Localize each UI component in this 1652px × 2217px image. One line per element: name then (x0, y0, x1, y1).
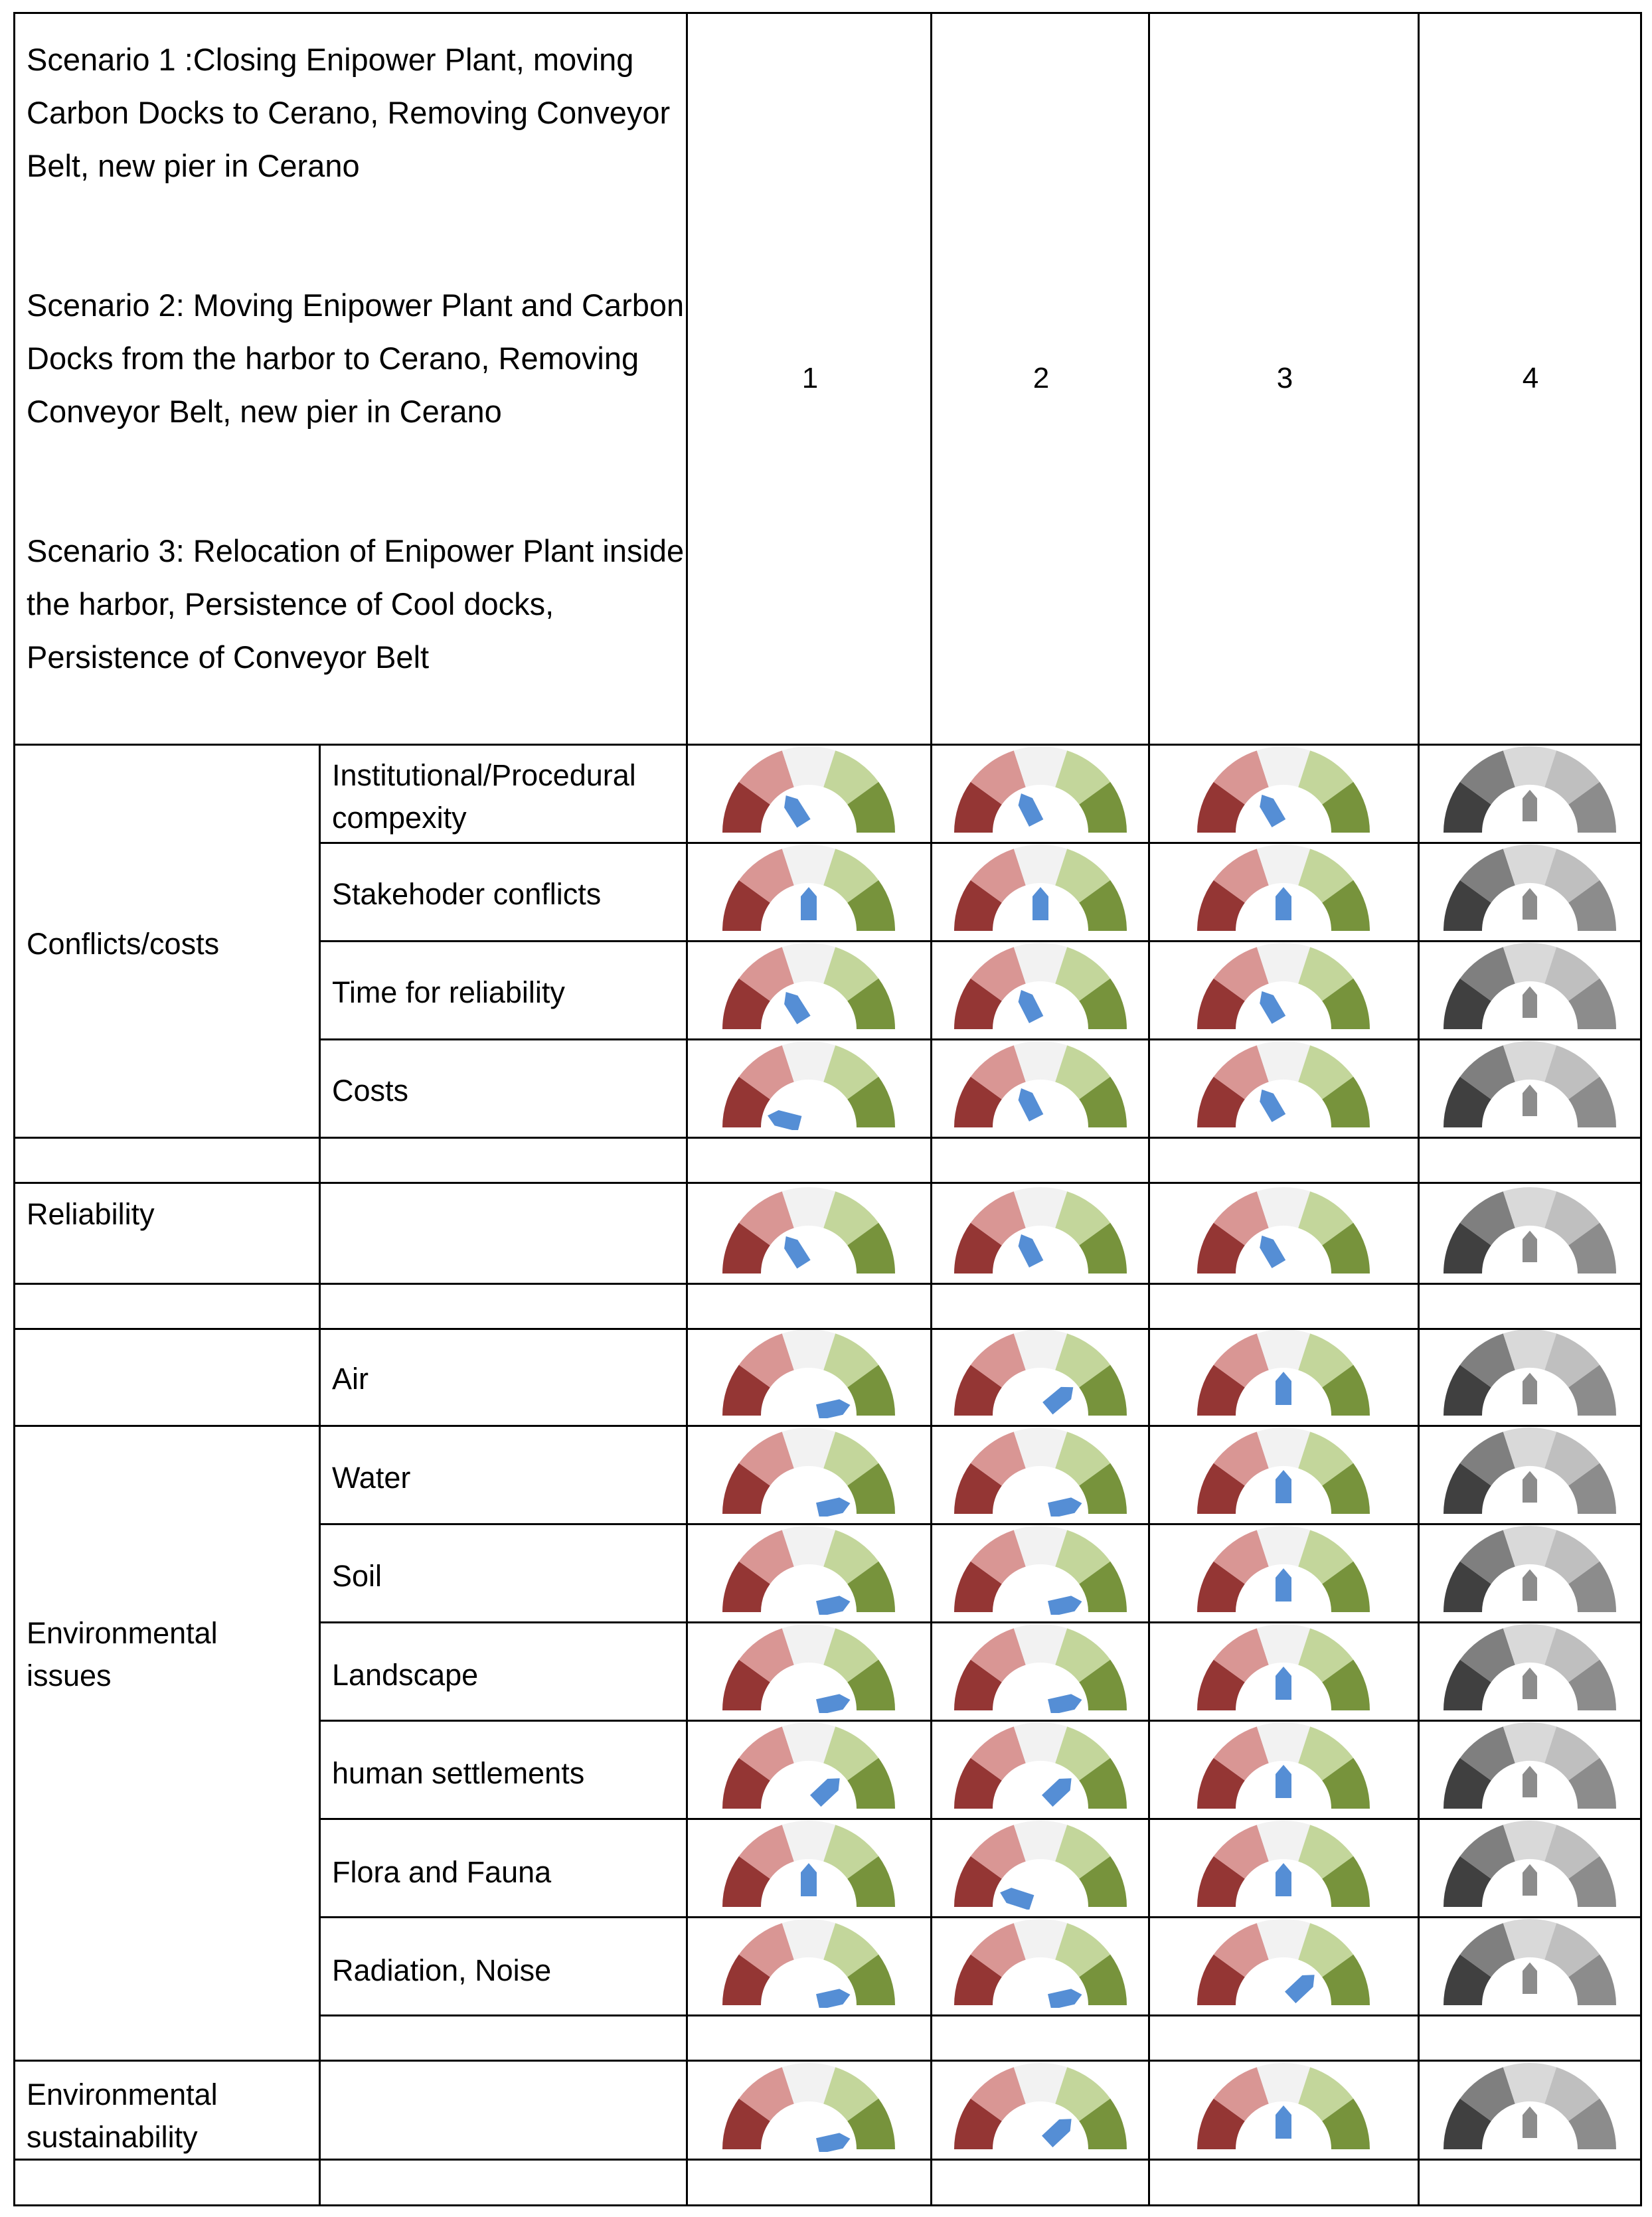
gauge-needle (816, 1495, 852, 1517)
scenario-1-description: Scenario 1 :Closing Enipower Plant, moving Carbon Docks to Cerano, Removing Conveyor Belt, new pier in Cerano (27, 42, 671, 183)
gauge-needle (766, 1108, 801, 1130)
rating-gauge-flora-4 (1440, 1815, 1619, 1910)
rating-gauge-air-4 (1440, 1324, 1619, 1418)
gauge-needle (1522, 2105, 1538, 2139)
criterion-radiation-noise: Radiation, Noise (332, 1953, 552, 1987)
rating-gauge-human-4 (1440, 1717, 1619, 1811)
rating-gauge-time-1 (719, 938, 898, 1032)
gauge-needle (1522, 1372, 1538, 1405)
group-environmental-issues: Environmental issues (27, 1616, 218, 1692)
rating-gauge-institutional-2 (951, 741, 1130, 835)
gauge-needle (1522, 1863, 1538, 1896)
gauge-needle (1276, 887, 1291, 920)
rating-gauge-time-4 (1440, 938, 1619, 1032)
criterion-air: Air (332, 1362, 369, 1396)
rating-gauge-soil-2 (951, 1520, 1130, 1615)
criterion-stakeholder: Stakehoder conflicts (332, 877, 602, 911)
column-header-3: 3 (1276, 362, 1293, 394)
gauge-needle (1276, 1470, 1291, 1503)
table-row-border (13, 1283, 1642, 1285)
gauge-needle (1255, 987, 1285, 1024)
table-row-border (319, 1818, 1642, 1820)
gauge-needle (1276, 1863, 1291, 1896)
gauge-needle (780, 1232, 811, 1269)
table-column-border (1640, 12, 1642, 2206)
gauge-needle (1285, 1969, 1320, 2003)
gauge-needle (780, 988, 811, 1025)
gauge-needle (810, 1772, 845, 1807)
rating-gauge-costs-2 (951, 1036, 1130, 1130)
rating-gauge-institutional-4 (1440, 741, 1619, 835)
gauge-needle (1255, 1086, 1285, 1122)
rating-gauge-soil-3 (1194, 1520, 1373, 1615)
table-column-border (686, 12, 688, 2206)
rating-gauge-sustainability-2 (951, 2058, 1130, 2152)
criterion-institutional: Institutional/Procedural compexity (332, 758, 636, 835)
rating-gauge-institutional-3 (1194, 741, 1373, 835)
rating-gauge-radiation-2 (951, 1914, 1130, 2008)
gauge-needle (1042, 1381, 1078, 1414)
column-header-2: 2 (1032, 362, 1050, 394)
gauge-needle (1014, 987, 1043, 1023)
gauge-needle (1048, 1692, 1084, 1713)
gauge-needle (1522, 1765, 1538, 1798)
rating-gauge-reliability-3 (1194, 1182, 1373, 1276)
rating-gauge-landscape-1 (719, 1619, 898, 1713)
gauge-needle (1048, 1594, 1084, 1615)
table-row-border (319, 1523, 1642, 1525)
criterion-human-settlements: human settlements (332, 1756, 585, 1790)
gauge-needle (1014, 1231, 1043, 1268)
gauge-needle (1276, 2105, 1291, 2139)
gauge-needle (1276, 1667, 1291, 1700)
gauge-needle (1032, 887, 1048, 920)
table-row-border (13, 1182, 1642, 1184)
rating-gauge-soil-4 (1440, 1520, 1619, 1615)
rating-gauge-landscape-2 (951, 1619, 1130, 1713)
rating-gauge-water-2 (951, 1422, 1130, 1517)
gauge-needle (1522, 887, 1538, 920)
gauge-needle (1255, 1232, 1285, 1268)
gauge-needle (1014, 1085, 1043, 1121)
rating-gauge-reliability-4 (1440, 1182, 1619, 1276)
rating-gauge-stakeholder-1 (719, 839, 898, 934)
rating-gauge-air-1 (719, 1324, 898, 1418)
table-row-border (13, 2159, 1642, 2161)
rating-gauge-air-2 (951, 1324, 1130, 1418)
gauge-needle (1522, 1961, 1538, 1995)
gauge-needle (1042, 1772, 1077, 1807)
rating-gauge-sustainability-4 (1440, 2058, 1619, 2152)
rating-gauge-landscape-4 (1440, 1619, 1619, 1713)
gauge-needle (816, 2131, 852, 2152)
gauge-needle (1014, 790, 1043, 827)
rating-gauge-landscape-3 (1194, 1619, 1373, 1713)
criterion-flora-fauna: Flora and Fauna (332, 1855, 552, 1889)
table-row-border (13, 1425, 1642, 1427)
gauge-needle (1522, 1667, 1538, 1700)
gauge-needle (780, 791, 811, 828)
scenario-2-description: Scenario 2: Moving Enipower Plant and Carbon Docks from the harbor to Cerano, Removing Conveyor Belt, new pier in Cerano (27, 287, 685, 429)
rating-gauge-soil-1 (719, 1520, 898, 1615)
rating-gauge-human-2 (951, 1717, 1130, 1811)
rating-gauge-costs-1 (719, 1036, 898, 1130)
table-column-border (1148, 12, 1150, 2206)
rating-gauge-radiation-1 (719, 1914, 898, 2008)
rating-gauge-institutional-1 (719, 741, 898, 835)
group-environmental-sustainability: Environmental sustainability (27, 2078, 218, 2154)
table-row-border (319, 1720, 1642, 1722)
column-header-1: 1 (801, 362, 819, 394)
table-row-border (13, 2060, 1642, 2062)
rating-gauge-time-3 (1194, 938, 1373, 1032)
rating-gauge-flora-2 (951, 1815, 1130, 1910)
rating-gauge-human-1 (719, 1717, 898, 1811)
rating-gauge-air-3 (1194, 1324, 1373, 1418)
rating-gauge-radiation-4 (1440, 1914, 1619, 2008)
rating-gauge-stakeholder-2 (951, 839, 1130, 934)
gauge-needle (816, 1692, 852, 1713)
rating-gauge-water-3 (1194, 1422, 1373, 1517)
table-row-border (13, 2204, 1642, 2206)
table-row-border (13, 744, 1642, 746)
rating-gauge-flora-1 (719, 1815, 898, 1910)
criterion-water: Water (332, 1461, 411, 1495)
gauge-needle (1522, 1470, 1538, 1503)
gauge-needle (801, 1863, 817, 1896)
table-row-border (319, 842, 1642, 844)
table-row-border (13, 1328, 1642, 1330)
table-row-border (319, 940, 1642, 942)
gauge-needle (1276, 1568, 1291, 1601)
rating-gauge-human-3 (1194, 1717, 1373, 1811)
criterion-soil: Soil (332, 1559, 382, 1593)
rating-gauge-time-2 (951, 938, 1130, 1032)
gauge-needle (1276, 1765, 1291, 1798)
group-conflicts-costs: Conflicts/costs (27, 927, 220, 961)
rating-gauge-water-4 (1440, 1422, 1619, 1517)
gauge-needle (1522, 985, 1538, 1019)
gauge-needle (1042, 2113, 1077, 2147)
table-row-border (13, 1137, 1642, 1139)
gauge-needle (801, 887, 817, 920)
gauge-needle (997, 1885, 1034, 1910)
table-column-border (13, 12, 15, 2206)
gauge-needle (1522, 1084, 1538, 1117)
scenario-3-description: Scenario 3: Relocation of Enipower Plant inside the harbor, Persistence of Cool docks, Persistence of Conveyor Belt (27, 533, 685, 675)
rating-gauge-sustainability-3 (1194, 2058, 1373, 2152)
rating-gauge-costs-4 (1440, 1036, 1619, 1130)
table-row-border (319, 1916, 1642, 1918)
table-column-border (319, 744, 321, 2206)
gauge-needle (816, 1397, 852, 1418)
criterion-landscape: Landscape (332, 1658, 479, 1692)
gauge-needle (816, 1594, 852, 1615)
rating-gauge-sustainability-1 (719, 2058, 898, 2152)
table-row-border (319, 1621, 1642, 1623)
table-row-border (319, 1038, 1642, 1040)
gauge-needle (1522, 1230, 1538, 1263)
gauge-needle (1522, 789, 1538, 822)
table-row-border (319, 2014, 1642, 2016)
rating-gauge-stakeholder-4 (1440, 839, 1619, 934)
rating-gauge-radiation-3 (1194, 1914, 1373, 2008)
rating-gauge-water-1 (719, 1422, 898, 1517)
rating-gauge-flora-3 (1194, 1815, 1373, 1910)
table-row-border (13, 12, 1642, 14)
rating-gauge-costs-3 (1194, 1036, 1373, 1130)
table-column-border (930, 12, 932, 2206)
table-column-border (1418, 12, 1420, 2206)
criterion-time: Time for reliability (332, 975, 565, 1009)
rating-gauge-reliability-2 (951, 1182, 1130, 1276)
column-header-4: 4 (1522, 362, 1539, 394)
gauge-needle (1048, 1495, 1084, 1517)
criterion-costs: Costs (332, 1074, 409, 1108)
rating-gauge-stakeholder-3 (1194, 839, 1373, 934)
gauge-needle (816, 1987, 852, 2008)
gauge-needle (1522, 1568, 1538, 1601)
group-reliability: Reliability (27, 1197, 155, 1231)
rating-gauge-reliability-1 (719, 1182, 898, 1276)
gauge-needle (1255, 791, 1285, 827)
gauge-needle (1276, 1372, 1291, 1405)
gauge-needle (1048, 1987, 1084, 2008)
